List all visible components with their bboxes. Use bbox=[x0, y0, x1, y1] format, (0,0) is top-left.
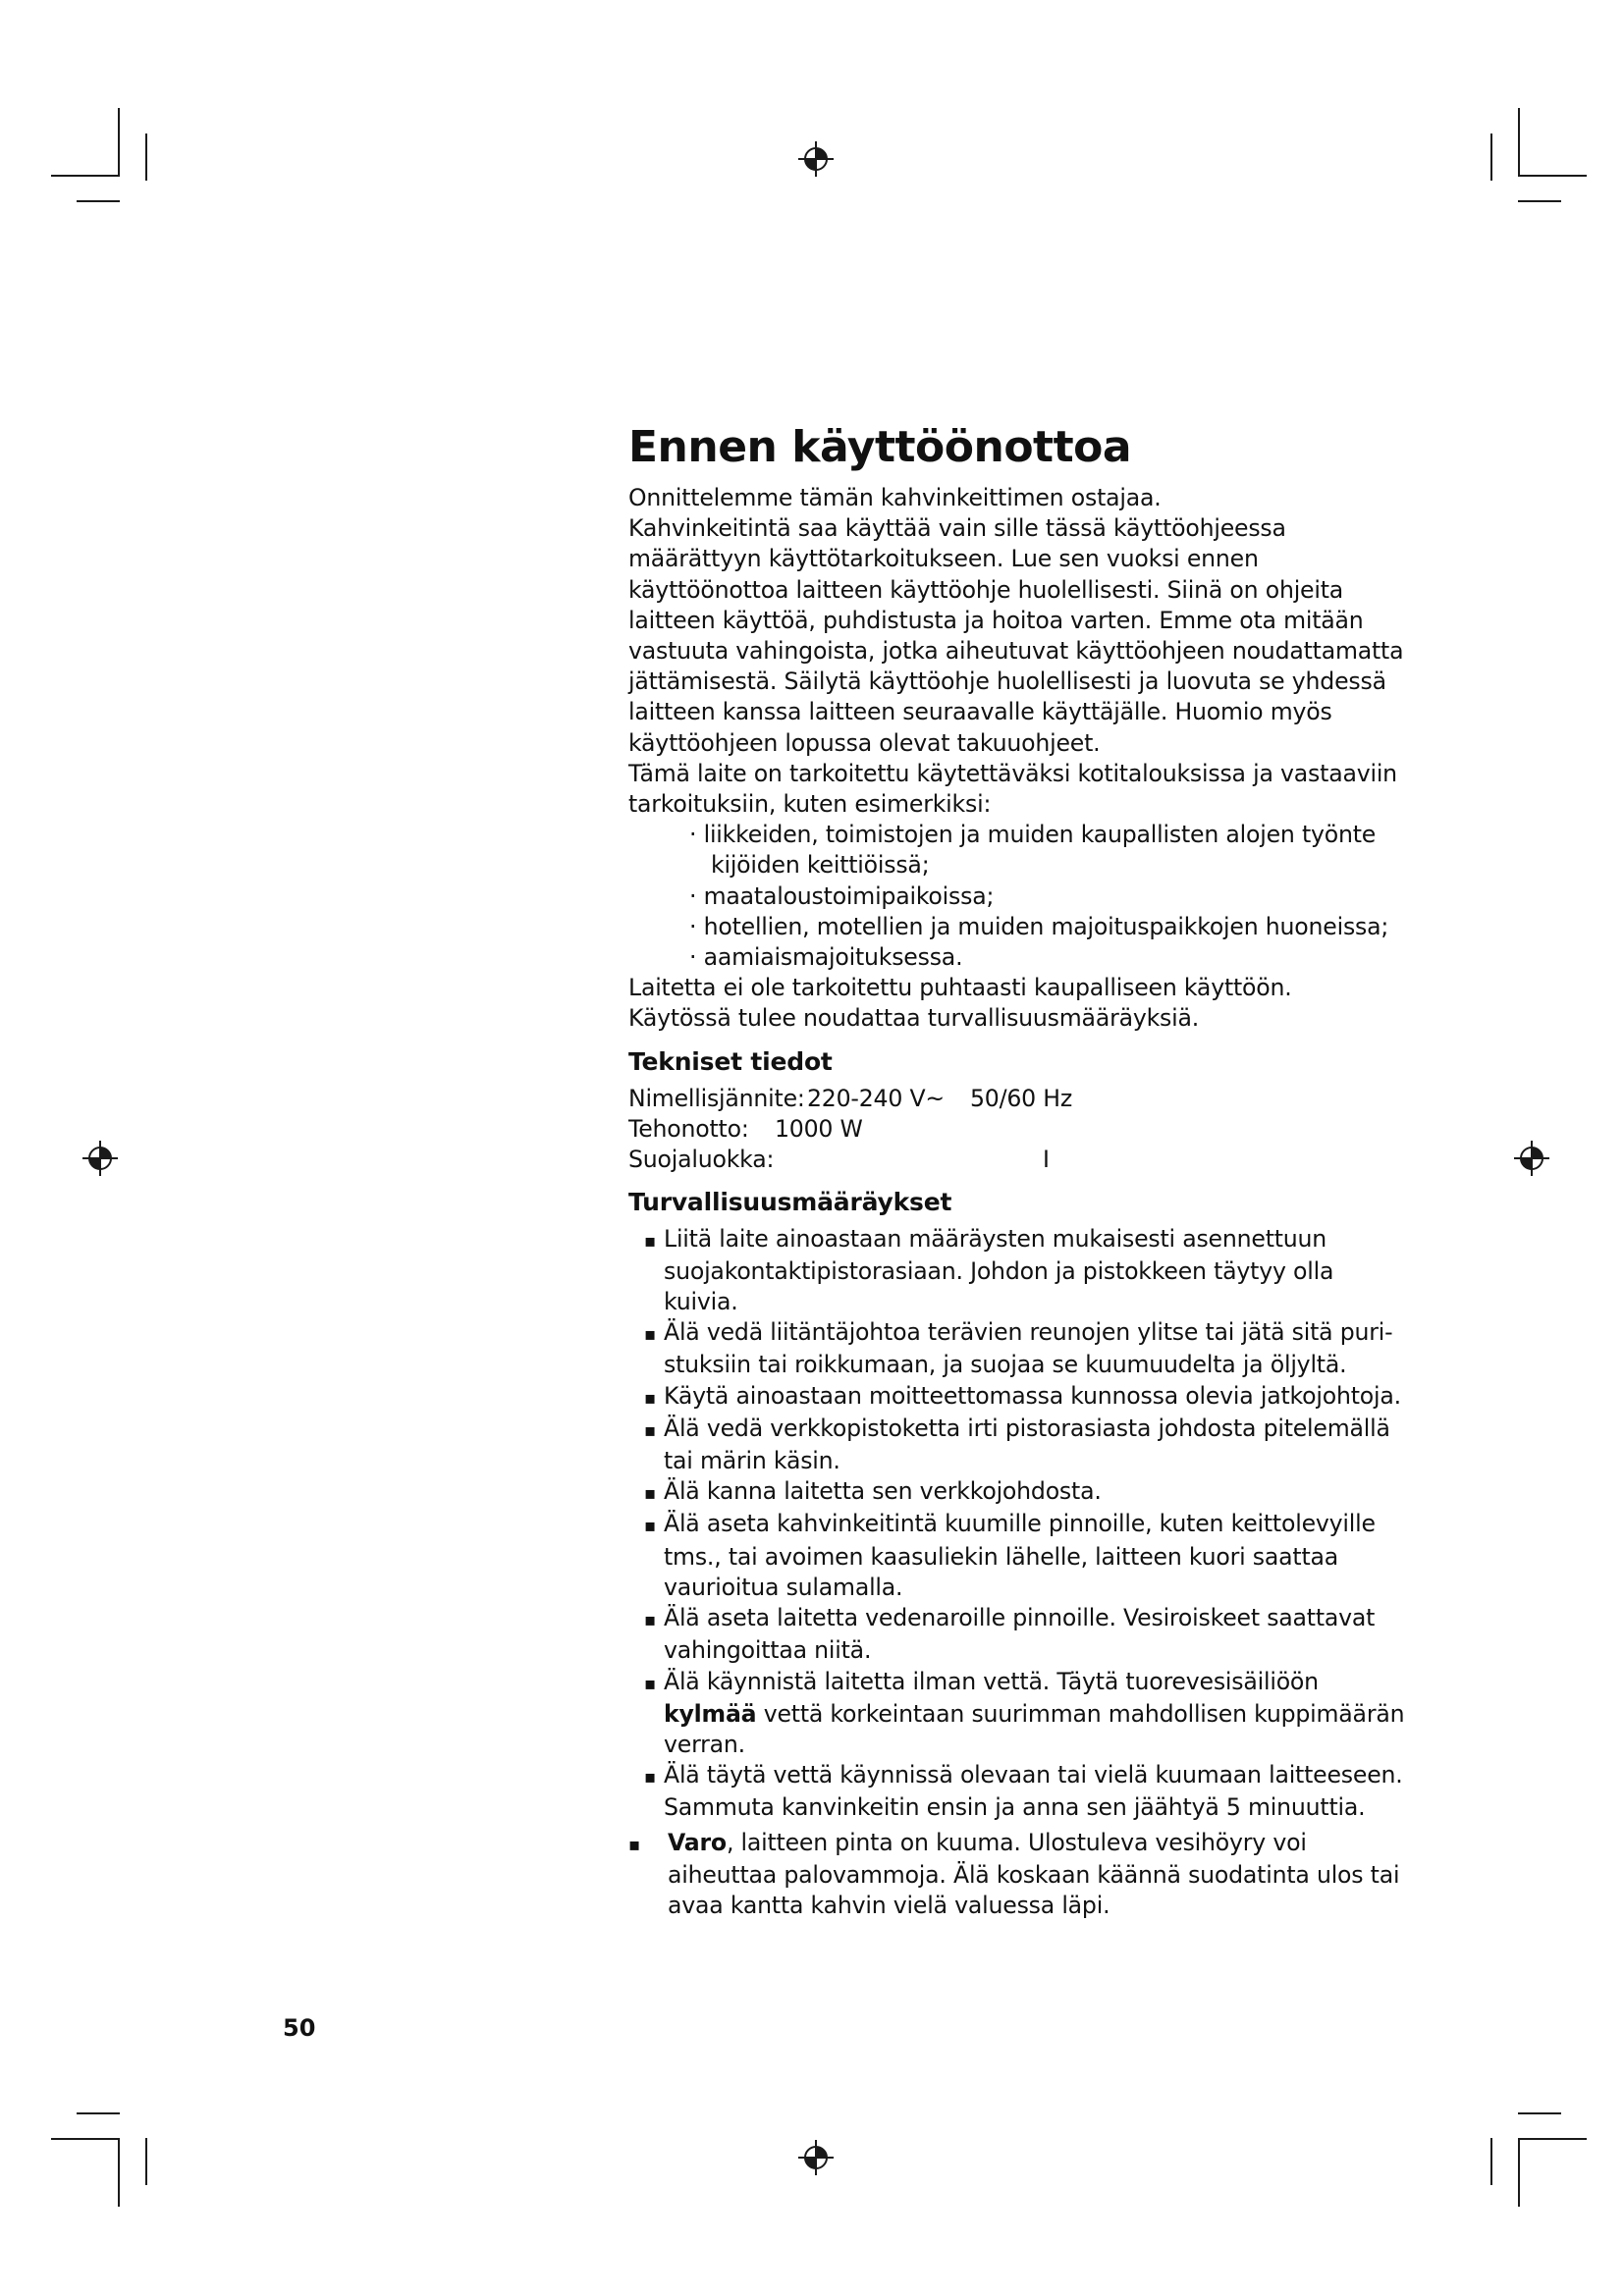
list-item bbox=[644, 1667, 1414, 1761]
crop-mark bbox=[118, 108, 120, 177]
intro-paragraph: Tämä laite on tarkoitettu käytettäväksi kotitalouksissa ja vastaaviin tarkoituksiin, kuten esimerkiksi: bbox=[628, 759, 1397, 819]
warning-text: , laitteen pinta on kuuma. Ulostuleva vesihöyry voi aiheuttaa palovammoja. Älä koskaan käännä suodatinta ulos tai avaa kantta kahvin vielä valuessa läpi. bbox=[668, 1828, 1400, 1919]
spec-row-class bbox=[628, 1145, 1414, 1175]
page-title: Ennen käyttöönottoa bbox=[628, 422, 1132, 472]
list-item: · hotellien, motellien ja muiden majoituspaikkojen huoneissa; bbox=[689, 912, 1389, 940]
list-item-text: Älä käynnistä laitetta ilman vettä. Täytä tuorevesisäiliöön bbox=[664, 1667, 1319, 1695]
note-paragraph: Käytössä tulee noudattaa turvallisuusmääräyksiä. bbox=[628, 1004, 1200, 1033]
list-item: · aamiaismajoituksessa. bbox=[689, 943, 963, 972]
intro-paragraph: Onnittelemme tämän kahvinkeittimen ostajaa. bbox=[628, 484, 1162, 511]
list-item: ▪ Älä aseta laitetta vedenaroille pinnoille. Vesiroiskeet saattavat vahingoittaa niitä. bbox=[644, 1603, 1414, 1666]
usage-list bbox=[628, 820, 1414, 973]
spec-label: Suojaluokka: bbox=[628, 1145, 775, 1173]
warning-label: Varo bbox=[668, 1828, 727, 1856]
tech-heading: Tekniset tiedot bbox=[628, 1046, 833, 1076]
crop-mark bbox=[145, 2138, 147, 2185]
list-item: ▪ Liitä laite ainoastaan määräysten mukaisesti asennettuun suojakontaktipistorasiaan. Johdon ja pistokkeen täytyy olla kuivia. bbox=[644, 1224, 1414, 1318]
safety-list bbox=[628, 1224, 1414, 1824]
registration-mark-icon bbox=[796, 139, 836, 179]
note-paragraph: Laitetta ei ole tarkoitettu puhtaasti kaupalliseen käyttöön. bbox=[628, 974, 1292, 1002]
list-item: ▪ Älä aseta kahvinkeitintä kuumille pinnoille, kuten keittolevyille tms., tai avoimen kaasuliekin lähelle, laitteen kuori saattaa vaurioitua sulamalla. bbox=[644, 1509, 1414, 1603]
spec-row-power bbox=[628, 1114, 1414, 1145]
crop-mark bbox=[1490, 2138, 1492, 2185]
crop-mark bbox=[1518, 200, 1561, 202]
crop-mark bbox=[51, 2138, 120, 2140]
list-item: ▪ Käytä ainoastaan moitteettomassa kunnossa olevia jatkojohtoja. bbox=[644, 1381, 1414, 1414]
registration-mark-icon bbox=[796, 2138, 836, 2177]
crop-mark bbox=[1518, 2138, 1520, 2207]
intro-paragraph: Kahvinkeitintä saa käyttää vain sille tässä käyttöohjeessa määrättyyn käyttötarkoitukseen. Lue sen vuoksi ennen käyttöönottoa laitteen käyttöohje huolellisesti. Siinä on ohjeita laitteen käyttöä, puhdistusta ja hoitoa varten. Emme ota mitään vastuuta vahingoista, jotka aiheutuvat käyttöohjeen noudattamatta jättämisestä. Säilytä käyttöohje huolellisesti ja luovuta se yhdessä laitteen kanssa laitteen seuraavalle käyttäjälle. Huomio myös käyttöohjeen lopussa olevat takuuohjeet. bbox=[628, 514, 1404, 757]
main-content bbox=[628, 420, 1414, 1921]
crop-mark bbox=[145, 133, 147, 181]
crop-mark bbox=[77, 2112, 120, 2114]
spec-value: 220-240 V~ bbox=[807, 1084, 945, 1112]
crop-mark bbox=[1518, 2112, 1561, 2114]
list-item: ▪ Älä vedä liitäntäjohtoa terävien reunojen ylitse tai jätä sitä puristuksiin tai roikkumaan, ja suojaa se kuumuudelta ja öljyltä. bbox=[644, 1317, 1414, 1380]
spec-row-voltage bbox=[628, 1084, 1414, 1114]
list-item: · maataloustoimipaikoissa; bbox=[689, 881, 995, 910]
crop-mark bbox=[77, 200, 120, 202]
crop-mark bbox=[51, 175, 120, 177]
spec-value: 1000 W bbox=[775, 1114, 863, 1143]
list-item: ▪ Älä kanna laitetta sen verkkojohdosta. bbox=[644, 1476, 1414, 1509]
crop-mark bbox=[1518, 108, 1520, 177]
spec-label: Tehonotto: bbox=[628, 1114, 749, 1143]
crop-mark bbox=[118, 2138, 120, 2207]
registration-mark-icon bbox=[1512, 1139, 1551, 1178]
list-item: ▪ Älä vedä verkkopistoketta irti pistorasiasta johdosta pitelemällä tai märin käsin. bbox=[644, 1414, 1414, 1476]
spec-value: 50/60 Hz bbox=[970, 1084, 1073, 1112]
warning-item bbox=[628, 1828, 1414, 1922]
safety-heading: Turvallisuusmääräykset bbox=[628, 1187, 952, 1216]
spec-value: I bbox=[1043, 1145, 1050, 1173]
emphasis-text: kylmää bbox=[664, 1699, 757, 1728]
list-item: · liikkeiden, toimistojen ja muiden kaupallisten alojen työnte kijöiden keittiöissä; bbox=[689, 821, 1377, 880]
crop-mark bbox=[1490, 133, 1492, 181]
page-number: 50 bbox=[283, 2014, 316, 2042]
list-item-text: vettä korkeintaan suurimman mahdollisen kuppimäärän verran. bbox=[664, 1699, 1405, 1758]
crop-mark bbox=[1518, 2138, 1587, 2140]
registration-mark-icon bbox=[81, 1139, 120, 1178]
spec-label: Nimellisjännite: bbox=[628, 1084, 805, 1112]
list-item: ▪ Älä täytä vettä käynnissä olevaan tai vielä kuumaan laitteeseen. Sammuta kanvinkeitin ensin ja anna sen jäähtyä 5 minuuttia. bbox=[644, 1760, 1414, 1823]
crop-mark bbox=[1518, 175, 1587, 177]
